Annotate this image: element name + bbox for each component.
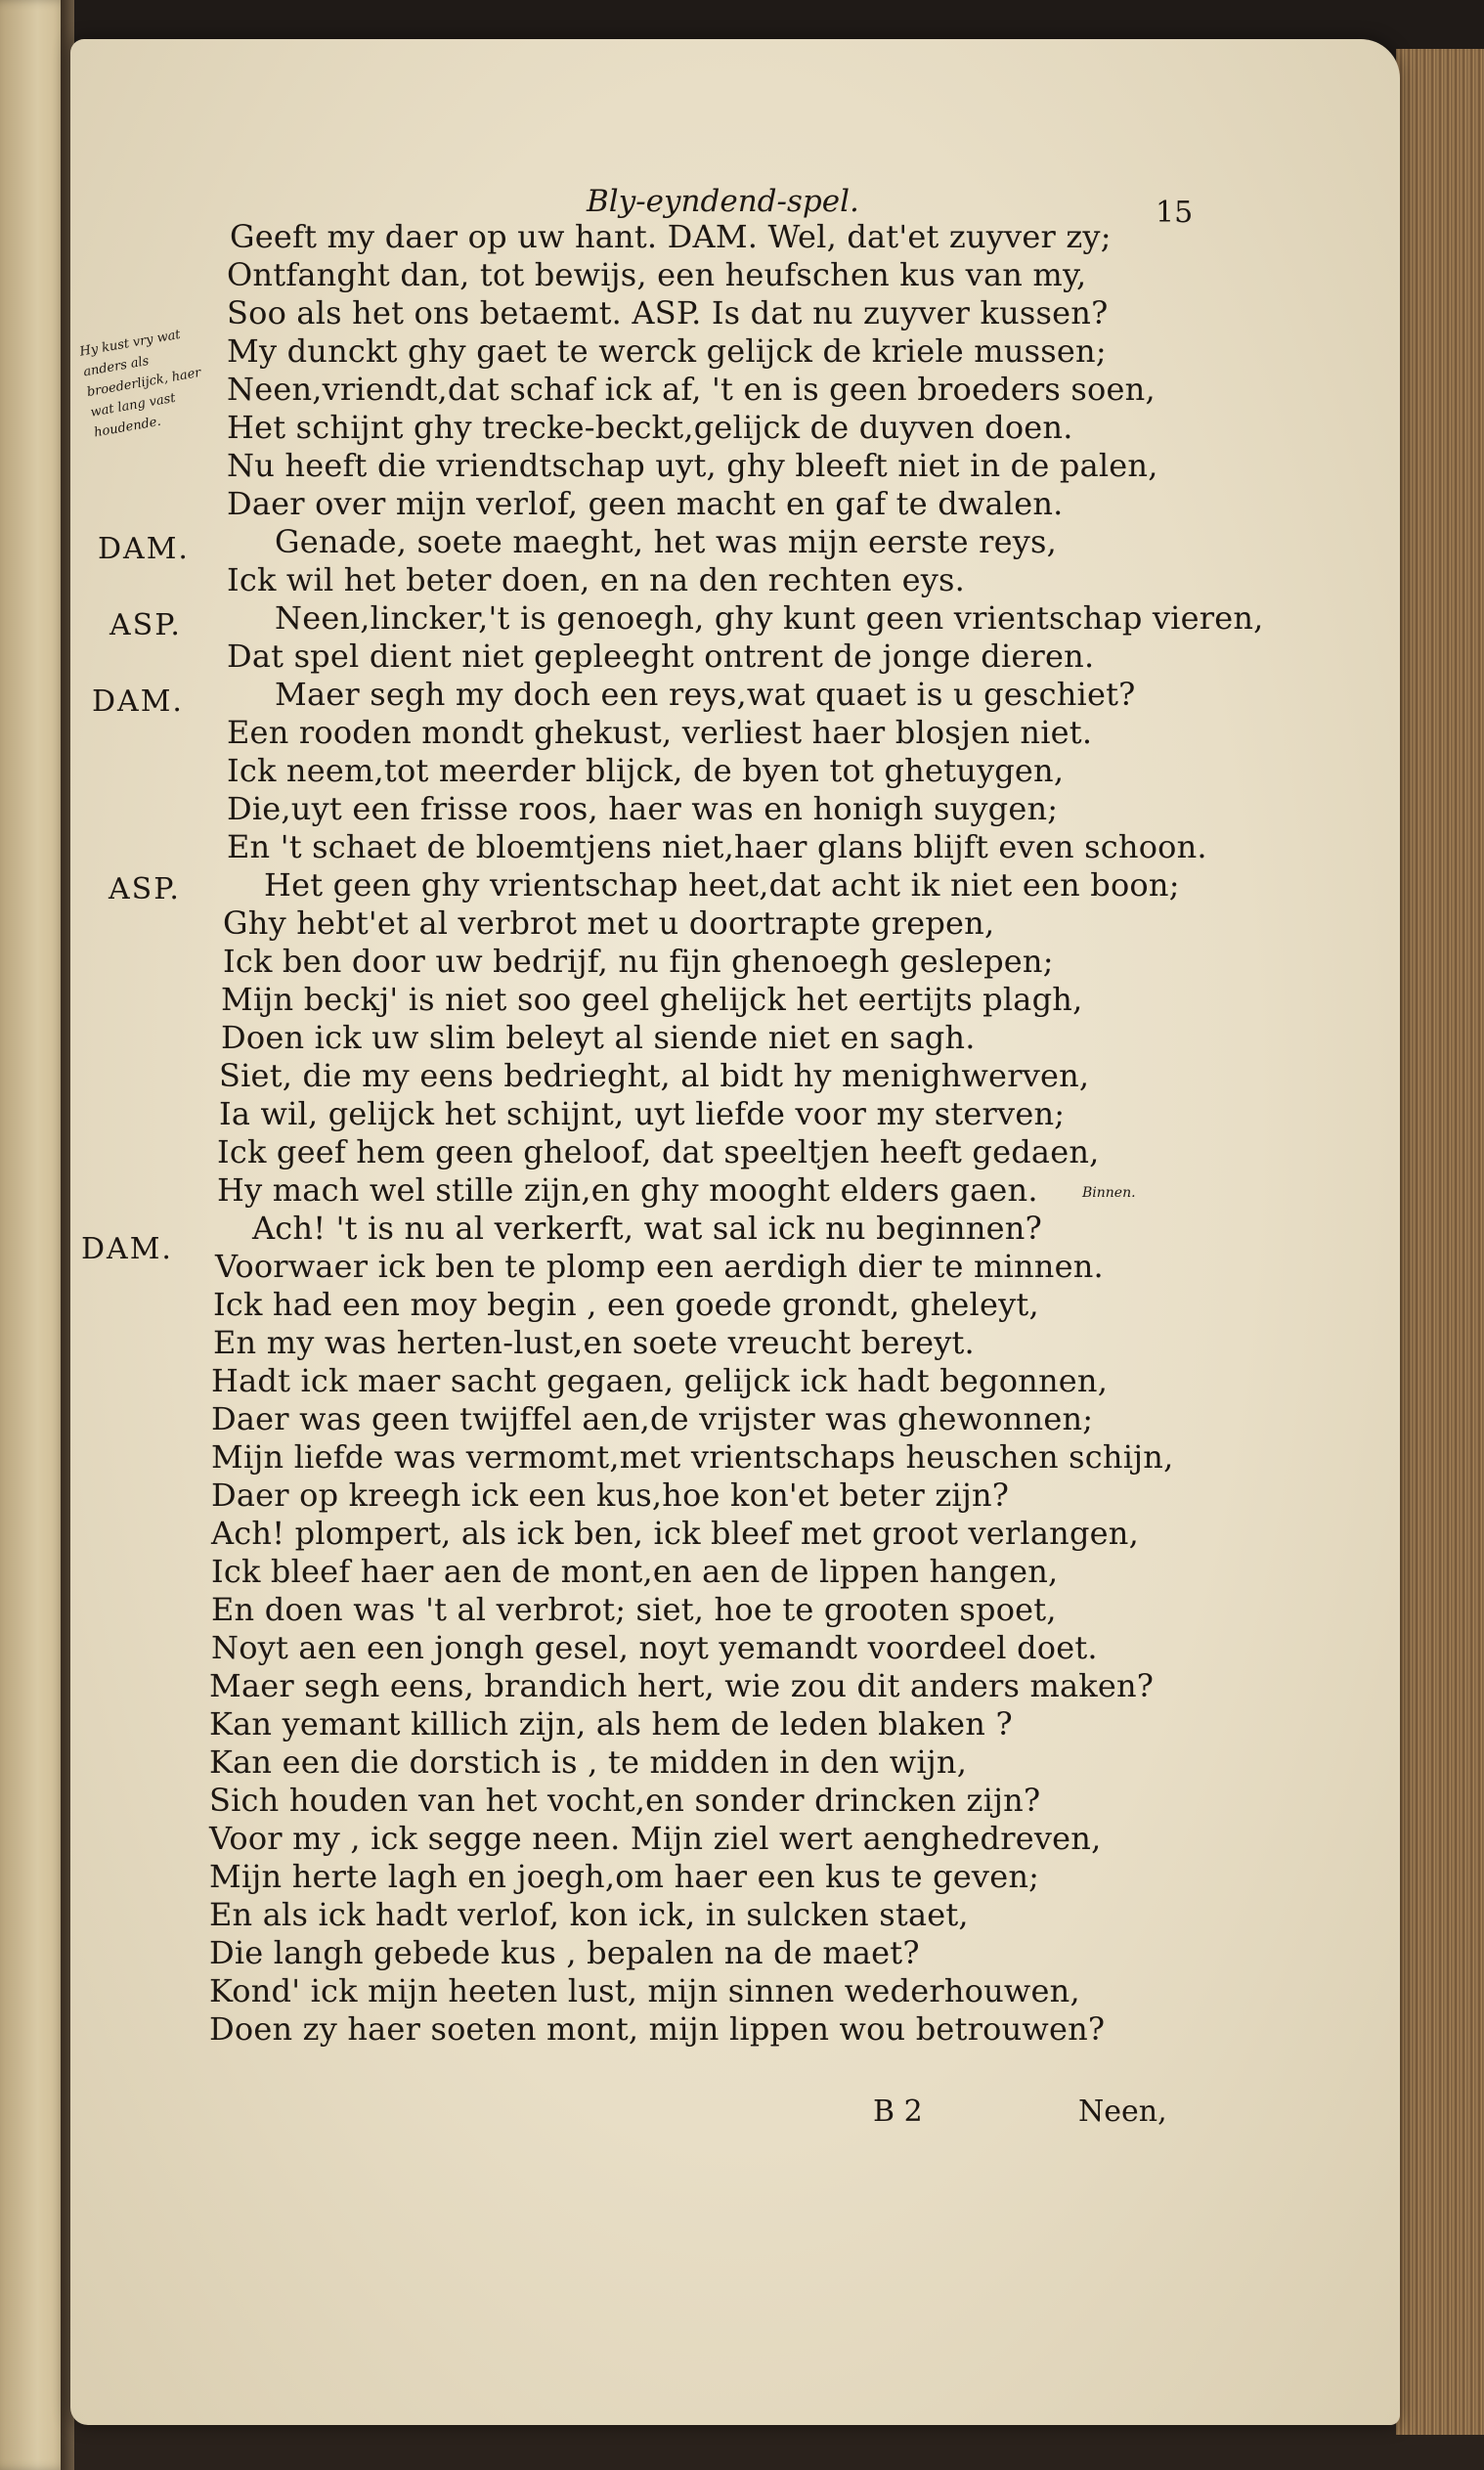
stage-direction: Binnen.: [1082, 1185, 1136, 1201]
verse-line: Ghy hebt'et al verbrot met u doortrapte grepen,: [223, 904, 995, 942]
running-head: Bly-eyndend-spel.: [587, 184, 859, 219]
page-block-edge: [1396, 49, 1484, 2435]
speaker-label: ASP.: [109, 872, 181, 906]
verse-line: Voor my , ick segge neen. Mijn ziel wert aenghedreven,: [209, 1820, 1102, 1857]
verse-line: Kond' ick mijn heeten lust, mijn sinnen wederhouwen,: [209, 1972, 1080, 2009]
verse-line: En als ick hadt verlof, kon ick, in sulcken staet,: [209, 1896, 969, 1933]
verse-line: Voorwaer ick ben te plomp een aerdigh dier te minnen.: [215, 1248, 1104, 1285]
verse-line: Het schijnt ghy trecke-beckt,gelijck de duyven doen.: [227, 409, 1073, 446]
catchword: Neen,: [1078, 2095, 1167, 2129]
verse-line: Een rooden mondt ghekust, verliest haer blosjen niet.: [227, 714, 1093, 751]
verse-line: Sich houden van het vocht,en sonder drincken zijn?: [209, 1782, 1041, 1819]
verse-line: Ach! 't is nu al verkerft, wat sal ick nu beginnen?: [252, 1210, 1042, 1247]
speaker-label: DAM.: [98, 532, 190, 566]
verse-line: Daer over mijn verlof, geen macht en gaf te dwalen.: [227, 485, 1064, 522]
verse-line: Mijn liefde was vermomt,met vrientschaps heuschen schijn,: [211, 1438, 1174, 1476]
verse-line: En 't schaet de bloemtjens niet,haer glans blijft even schoon.: [227, 828, 1207, 865]
verse-line: Mijn herte lagh en joegh,om haer een kus te geven;: [209, 1858, 1040, 1895]
verse-line: Hy mach wel stille zijn,en ghy mooght elders gaen.: [217, 1171, 1038, 1209]
verse-line: Neen,lincker,'t is genoegh, ghy kunt geen vrientschap vieren,: [275, 599, 1264, 637]
verse-line: Noyt aen een jongh gesel, noyt yemandt voordeel doet.: [211, 1629, 1098, 1666]
verse-line: Die,uyt een frisse roos, haer was en honigh suygen;: [227, 790, 1059, 827]
verse-line: Ontfanght dan, tot bewijs, een heufschen kus van my,: [227, 256, 1087, 293]
verse-line: Ick ben door uw bedrijf, nu fijn ghenoegh geslepen;: [223, 943, 1054, 980]
verse-line: Dat spel dient niet gepleeght ontrent de jonge dieren.: [227, 638, 1095, 675]
verse-line: Ick neem,tot meerder blijck, de byen tot ghetuygen,: [227, 752, 1065, 789]
verse-line: Ia wil, gelijck het schijnt, uyt liefde voor my sterven;: [219, 1095, 1066, 1132]
verse-line: Kan yemant killich zijn, als hem de leden blaken ?: [209, 1705, 1013, 1742]
verse-line: Mijn beckj' is niet soo geel ghelijck het eertijts plagh,: [221, 981, 1083, 1018]
verse-line: Maer segh eens, brandich hert, wie zou dit anders maken?: [209, 1667, 1155, 1704]
verse-line: Soo als het ons betaemt. ASP. Is dat nu zuyver kussen?: [227, 294, 1109, 331]
speaker-label: ASP.: [109, 608, 182, 642]
verse-line: Doen ick uw slim beleyt al siende niet en sagh.: [221, 1019, 976, 1056]
verse-line: Die langh gebede kus , bepalen na de maet?: [209, 1934, 920, 1971]
page-number: 15: [1156, 196, 1194, 230]
verse-line: Daer was geen twijffel aen,de vrijster was ghewonnen;: [211, 1400, 1094, 1437]
verse-line: Het geen ghy vrientschap heet,dat acht ik niet een boon;: [264, 866, 1180, 904]
verse-line: Maer segh my doch een reys,wat quaet is u geschiet?: [275, 676, 1136, 713]
signature-mark: B 2: [873, 2095, 923, 2129]
margin-note: Hy kust vry wat anders als broederlijck, haer wat lang vast houdende.: [78, 327, 202, 441]
verse-line: En my was herten-lust,en soete vreucht bereyt.: [213, 1324, 975, 1361]
verse-line: Doen zy haer soeten mont, mijn lippen wou betrouwen?: [209, 2010, 1106, 2048]
verse-line: En doen was 't al verbrot; siet, hoe te grooten spoet,: [211, 1591, 1057, 1628]
verse-line: Daer op kreegh ick een kus,hoe kon'et beter zijn?: [211, 1477, 1010, 1514]
verse-line: Hadt ick maer sacht gegaen, gelijck ick hadt begonnen,: [211, 1362, 1109, 1399]
speaker-label: DAM.: [81, 1232, 173, 1266]
verse-line: Ick bleef haer aen de mont,en aen de lippen hangen,: [211, 1553, 1059, 1590]
verse-line: Siet, die my eens bedrieght, al bidt hy menighwerven,: [219, 1057, 1090, 1094]
verse-line: Genade, soete maeght, het was mijn eerste reys,: [275, 523, 1057, 560]
verse-line: Ick geef hem geen gheloof, dat speeltjen heeft gedaen,: [217, 1133, 1100, 1170]
verse-line: Nu heeft die vriendtschap uyt, ghy bleeft niet in de palen,: [227, 447, 1158, 484]
verse-line: My dunckt ghy gaet te werck gelijck de kriele mussen;: [227, 332, 1107, 370]
verse-line: Ach! plompert, als ick ben, ick bleef met groot verlangen,: [211, 1515, 1139, 1552]
verse-line: Ick wil het beter doen, en na den rechten eys.: [227, 561, 965, 598]
facing-page-edge: [0, 0, 68, 2470]
verse-line: Neen,vriendt,dat schaf ick af, 't en is geen broeders soen,: [227, 371, 1156, 408]
verse-line: Kan een die dorstich is , te midden in den wijn,: [209, 1743, 968, 1781]
verse-line: Geeft my daer op uw hant. DAM. Wel, dat'et zuyver zy;: [230, 218, 1112, 255]
verse-line: Ick had een moy begin , een goede grondt, gheleyt,: [213, 1286, 1039, 1323]
speaker-label: DAM.: [92, 684, 184, 719]
